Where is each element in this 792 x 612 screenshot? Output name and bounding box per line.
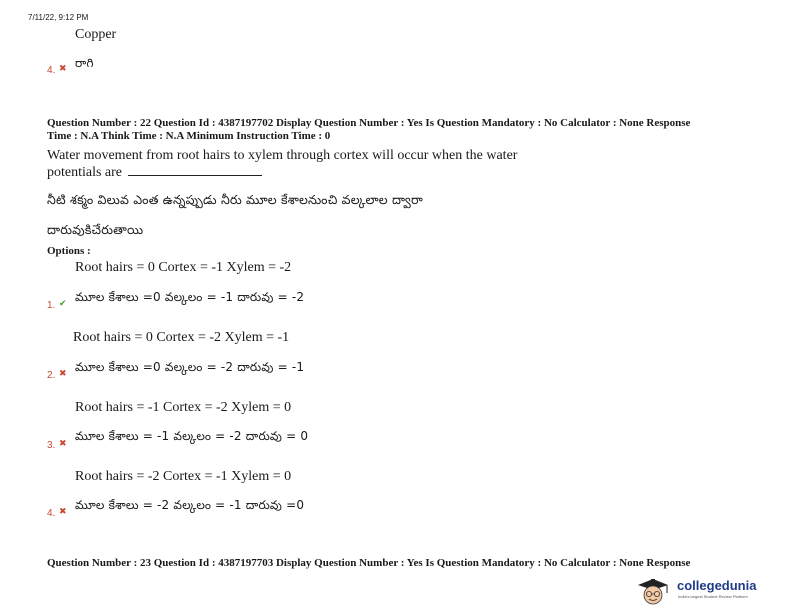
prev-option-text-te: రాగి — [75, 56, 94, 70]
timestamp: 7/11/22, 9:12 PM — [28, 13, 89, 22]
option-1-number: 1. — [47, 300, 56, 311]
option-3-text-te: మూల కేశాలు = -1 వల్కలం = -2 దారువు = 0 — [75, 429, 309, 443]
option-3-text-en: Root hairs = -1 Cortex = -2 Xylem = 0 — [75, 400, 292, 415]
question-header-line1: Question Number : 22 Question Id : 4387197702 Display Question Number : Yes Is Question Mandatory : No Calculator : None Response — [47, 117, 691, 129]
wrong-mark-icon: ✖ — [59, 507, 67, 517]
question-text-te-line1: నీటి శక్మం విలువ ఎంత ఉన్నప్పుడు నీరు మూల కేశాలనుంచి వల్కలాల ద్వారా — [47, 192, 423, 207]
logo-tagline: India's largest Student Review Platform — [678, 594, 748, 599]
correct-check-icon: ✔ — [59, 299, 67, 309]
collegedunia-logo — [632, 576, 792, 606]
option-3-number: 3. — [47, 440, 56, 451]
option-4-number: 4. — [47, 508, 56, 519]
graduate-mascot-icon — [632, 576, 674, 606]
option-2-text-te: మూల కేశాలు =0 వల్కలం = -2 దారువు = -1 — [75, 360, 305, 374]
question-text-te-line2: దారువుకిచేరుతాయి — [47, 222, 144, 237]
question-text-en-line1: Water movement from root hairs to xylem through cortex will occur when the water — [47, 148, 518, 163]
option-2-text-en: Root hairs = 0 Cortex = -2 Xylem = -1 — [73, 330, 290, 345]
option-1-text-te: మూల కేశాలు =0 వల్కలం = -1 దారువు = -2 — [75, 290, 305, 304]
next-question-header: Question Number : 23 Question Id : 4387197703 Display Question Number : Yes Is Question Mandatory : No Calculator : None Response — [47, 557, 691, 569]
question-text-en-line2: potentials are — [47, 165, 262, 181]
logo-wordmark: collegedunia — [677, 578, 757, 593]
prev-option-text-en: Copper — [75, 27, 117, 42]
option-2-number: 2. — [47, 370, 56, 381]
wrong-mark-icon: ✖ — [59, 64, 67, 74]
option-1-text-en: Root hairs = 0 Cortex = -1 Xylem = -2 — [75, 260, 292, 275]
wrong-mark-icon: ✖ — [59, 439, 67, 449]
question-header-line2: Time : N.A Think Time : N.A Minimum Instruction Time : 0 — [47, 130, 331, 142]
option-4-text-te: మూల కేశాలు = -2 వల్కలం = -1 దారువు =0 — [75, 498, 305, 512]
options-label: Options : — [47, 245, 91, 257]
wrong-mark-icon: ✖ — [59, 369, 67, 379]
prev-option-number: 4. — [47, 65, 56, 76]
option-4-text-en: Root hairs = -2 Cortex = -1 Xylem = 0 — [75, 469, 292, 484]
answer-blank — [128, 165, 262, 176]
